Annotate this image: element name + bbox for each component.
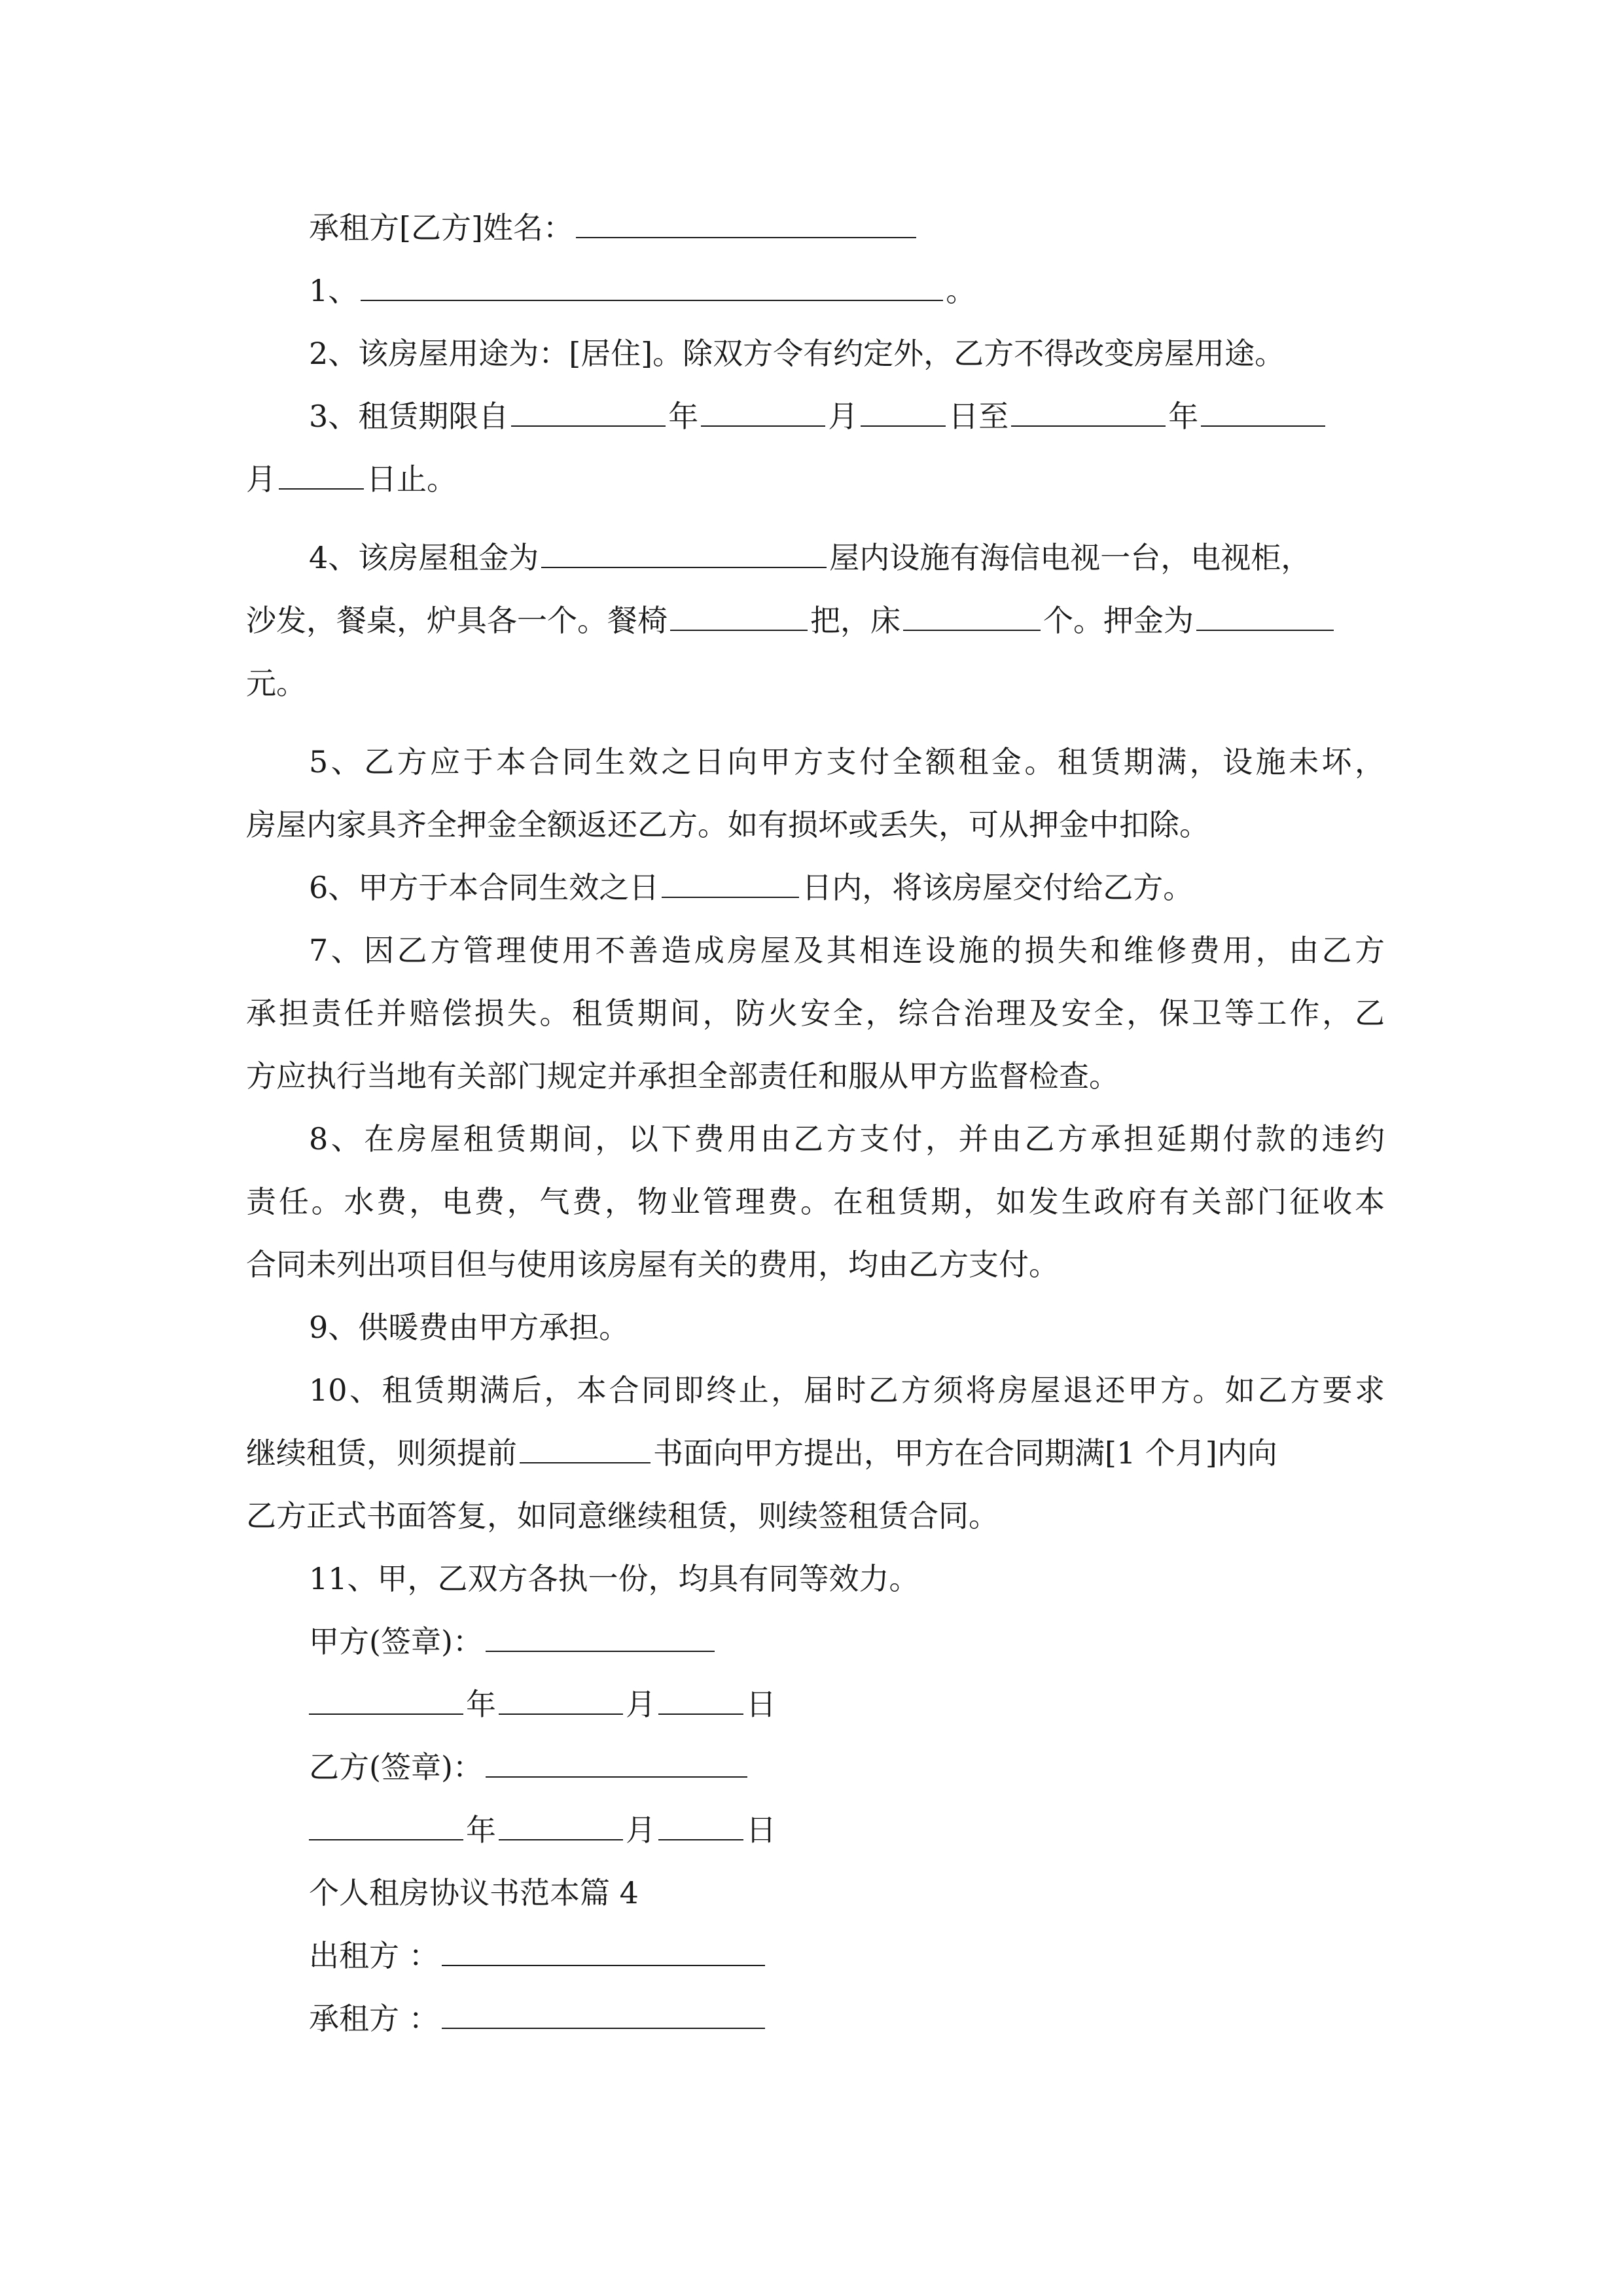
item-6-prefix: 6、甲方于本合同生效之日	[309, 870, 660, 905]
day-end-label: 日止。	[366, 461, 457, 497]
party-a-day-field[interactable]	[658, 1687, 743, 1715]
item-10-line3: 乙方正式书面答复，如同意继续租赁，则续签租赁合同。	[246, 1498, 999, 1534]
handover-days-field[interactable]	[662, 870, 799, 898]
item-8-line1: 8、在房屋租赁期间，以下费用由乙方支付，并由乙方承担延期付款的违约	[309, 1121, 1385, 1157]
year-label: 年	[1168, 399, 1199, 434]
lessee-name-label: 承租方[乙方]姓名：	[309, 210, 573, 245]
item-8-line3: 合同未列出项目但与使用该房屋有关的费用，均由乙方支付。	[246, 1247, 1059, 1282]
lessee-label: 承租方 ：	[309, 2001, 439, 2036]
month-label: 月	[828, 399, 859, 434]
item-9: 9、供暖费由甲方承担。	[309, 1310, 630, 1345]
item-1	[309, 259, 1448, 322]
item-1-number: 1、	[309, 273, 359, 308]
lease-start-month-field[interactable]	[701, 399, 825, 427]
party-a-signature-field[interactable]	[486, 1624, 715, 1652]
item-3-prefix: 3、租赁期限自	[309, 399, 509, 434]
party-b-signature-field[interactable]	[486, 1750, 747, 1778]
lessee-name-line	[309, 196, 1448, 259]
lessee-name-field[interactable]	[576, 211, 916, 238]
party-a-date-line	[309, 1673, 1448, 1736]
item-6	[309, 856, 1448, 919]
day-label: 日	[746, 1687, 776, 1722]
item-2	[309, 322, 1448, 385]
party-a-year-field[interactable]	[309, 1687, 463, 1715]
lessee-field[interactable]	[442, 2001, 765, 2029]
item-7-line3: 方应执行当地有关部门规定并承担全部责任和服从甲方监督检查。	[246, 1058, 1119, 1094]
lease-end-day-field[interactable]	[279, 462, 364, 490]
month-label: 月	[626, 1687, 656, 1722]
lessor-label: 出租方 ：	[309, 1938, 439, 1973]
day-label: 日	[746, 1812, 776, 1848]
item-1-field[interactable]	[361, 274, 943, 301]
lessor-line	[309, 1924, 1448, 1987]
item-6-suffix: 日内，将该房屋交付给乙方。	[802, 870, 1194, 905]
lease-end-month-field[interactable]	[1201, 399, 1325, 427]
item-2-text: 2、该房屋用途为：[居住]。除双方令有约定外，乙方不得改变房屋用途。	[309, 336, 1285, 371]
party-b-year-field[interactable]	[309, 1813, 463, 1840]
item-1-end: 。	[946, 273, 976, 308]
party-b-month-field[interactable]	[499, 1813, 623, 1840]
item-10-advance-label: 继续租赁，则须提前	[246, 1435, 517, 1471]
day-to-label: 日至	[948, 399, 1009, 434]
rent-amount-field[interactable]	[541, 541, 827, 568]
item-3-line2	[246, 448, 1385, 511]
item-5-line1: 5、乙方应于本合同生效之日向甲方支付全额租金。租赁期满，设施未坏，	[309, 744, 1385, 780]
lessee-line	[309, 1987, 1448, 2050]
item-4-line2	[246, 589, 1385, 652]
item-3-line1	[309, 385, 1448, 448]
party-b-date-line	[309, 1799, 1448, 1861]
party-b-sign-label: 乙方(签章)：	[309, 1749, 483, 1785]
party-b-day-field[interactable]	[658, 1813, 743, 1840]
item-5-line2: 房屋内家具齐全押金全额返还乙方。如有损坏或丢失，可从押金中扣除。	[246, 807, 1209, 842]
month-label: 月	[626, 1812, 656, 1848]
month-label: 月	[246, 461, 276, 497]
item-10-notice-text: 书面向甲方提出，甲方在合同期满[1 个月]内向	[653, 1435, 1277, 1471]
item-4-bed-label: 把，床	[810, 603, 901, 638]
item-4-line3	[246, 652, 1385, 715]
deposit-field[interactable]	[1196, 603, 1334, 631]
party-a-sign-line	[309, 1610, 1448, 1673]
item-4-line1	[309, 526, 1448, 589]
item-4-deposit-label: 个。押金为	[1043, 603, 1194, 638]
year-label: 年	[466, 1812, 496, 1848]
party-b-sign-line	[309, 1736, 1448, 1799]
item-8-line2: 责任。水费，电费，气费，物业管理费。在租赁期，如发生政府有关部门征收本	[246, 1184, 1385, 1219]
section-title: 个人租房协议书范本篇 4	[309, 1875, 639, 1910]
lease-start-year-field[interactable]	[511, 399, 666, 427]
item-4-prefix: 4、该房屋租金为	[309, 540, 539, 575]
item-4-chairs-label: 沙发，餐桌，炉具各一个。餐椅	[246, 603, 668, 638]
bed-count-field[interactable]	[903, 603, 1041, 631]
item-7-line2: 承担责任并赔偿损失。租赁期间，防火安全，综合治理及安全，保卫等工作，乙	[246, 996, 1385, 1031]
chair-count-field[interactable]	[670, 603, 808, 631]
year-label: 年	[668, 399, 699, 434]
party-a-sign-label: 甲方(签章)：	[309, 1624, 483, 1659]
lease-end-year-field[interactable]	[1011, 399, 1166, 427]
party-a-month-field[interactable]	[499, 1687, 623, 1715]
lease-start-day-field[interactable]	[861, 399, 946, 427]
lessor-field[interactable]	[442, 1939, 765, 1966]
item-11: 11、甲，乙双方各执一份，均具有同等效力。	[309, 1561, 919, 1596]
advance-notice-field[interactable]	[520, 1436, 651, 1463]
item-7-line1: 7、因乙方管理使用不善造成房屋及其相连设施的损失和维修费用，由乙方	[309, 933, 1385, 968]
item-10-line1: 10、租赁期满后，本合同即终止，届时乙方须将房屋退还甲方。如乙方要求	[309, 1372, 1385, 1408]
item-10-line2	[246, 1422, 1385, 1484]
item-4-mid: 屋内设施有海信电视一台，电视柜，	[829, 540, 1311, 575]
year-label: 年	[466, 1687, 496, 1722]
item-4-yuan: 元。	[246, 666, 306, 701]
